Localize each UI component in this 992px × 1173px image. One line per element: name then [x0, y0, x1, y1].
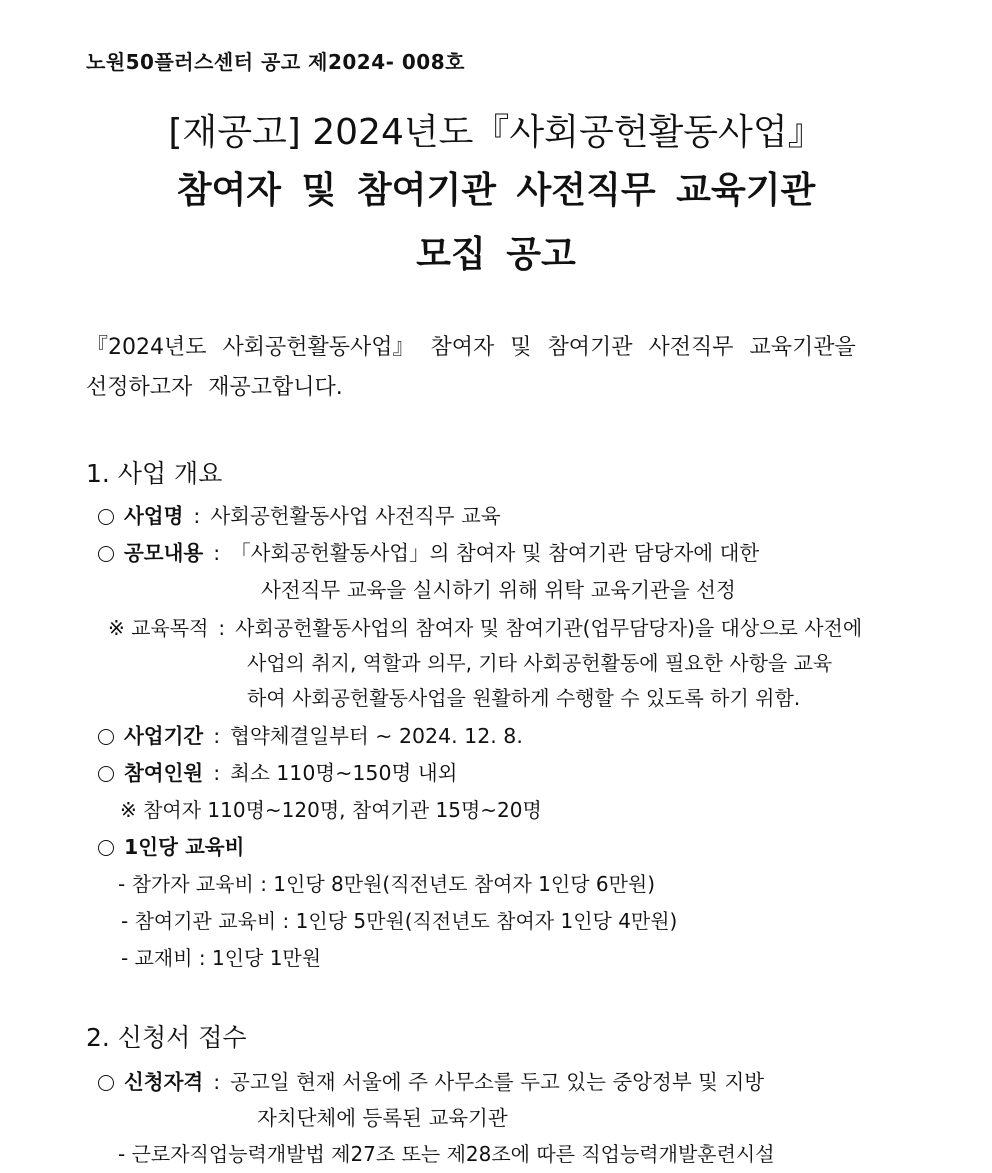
participants-row	[98, 756, 457, 786]
business-name-label: 사업명	[124, 504, 184, 528]
eligibility-line-2: 자치단체에 등록된 교육기관	[257, 1106, 508, 1130]
colon: :	[193, 504, 201, 528]
period-label: 사업기간	[124, 724, 204, 748]
section-2-heading: 2. 신청서 접수	[86, 1023, 247, 1052]
section-1-heading: 1. 사업 개요	[86, 459, 223, 488]
eligibility-label: 신청자격	[124, 1070, 204, 1094]
circle-bullet-icon	[98, 840, 114, 856]
period-row	[98, 719, 523, 749]
eligibility-sub-1: - 근로자직업능력개발법 제27조 또는 제28조에 따른 직업능력개발훈련시설	[118, 1142, 775, 1166]
contents-line-2: 사전직무 교육을 실시하기 위해 위탁 교육기관을 선정	[261, 578, 736, 602]
eligibility-line-1: 공고일 현재 서울에 주 사무소를 두고 있는 중앙정부 및 지방	[230, 1070, 765, 1094]
business-name-value: 사회공헌활동사업 사전직무 교육	[210, 504, 501, 528]
business-name-row	[98, 499, 501, 529]
intro-line-2: 선정하고자 재공고합니다.	[86, 375, 343, 400]
title-line-3: 모집 공고	[416, 234, 576, 275]
colon: :	[213, 541, 221, 565]
purpose-line-1: 사회공헌활동사업의 참여자 및 참여기관(업무담당자)을 대상으로 사전에	[235, 616, 863, 640]
circle-bullet-icon	[98, 1075, 114, 1091]
period-value: 협약체결일부터 ~ 2024. 12. 8.	[230, 724, 523, 748]
circle-bullet-icon	[98, 729, 114, 745]
colon: :	[213, 724, 221, 748]
fee-line-3: - 교재비 : 1인당 1만원	[121, 946, 322, 970]
eligibility-row	[98, 1065, 764, 1095]
circle-bullet-icon	[98, 766, 114, 782]
purpose-label: ※ 교육목적	[108, 616, 209, 640]
colon: :	[218, 616, 226, 640]
contents-line-1: 「사회공헌활동사업」의 참여자 및 참여기관 담당자에 대한	[230, 541, 760, 565]
fee-line-2: - 참여기관 교육비 : 1인당 5만원(직전년도 참여자 1인당 4만원)	[121, 909, 678, 933]
contents-row	[98, 536, 759, 566]
participants-value: 최소 110명~150명 내외	[230, 761, 458, 785]
participants-note: ※ 참여자 110명~120명, 참여기관 15명~20명	[120, 798, 542, 822]
purpose-line-2: 사업의 취지, 역할과 의무, 기타 사회공헌활동에 필요한 사항을 교육	[247, 651, 833, 675]
circle-bullet-icon	[98, 546, 114, 562]
fee-label: 1인당 교육비	[124, 835, 245, 859]
purpose-line-3: 하여 사회공헌활동사업을 원활하게 수행할 수 있도록 하기 위함.	[247, 686, 801, 710]
notice-number: 노원50플러스센터 공고 제2024- 008호	[86, 50, 465, 74]
title-line-1: [재공고] 2024년도『사회공헌활동사업』	[168, 112, 824, 153]
contents-label: 공모내용	[124, 541, 204, 565]
intro-line-1: 『2024년도 사회공헌활동사업』 참여자 및 참여기관 사전직무 교육기관을	[86, 335, 856, 360]
fee-line-1: - 참가자 교육비 : 1인당 8만원(직전년도 참여자 1인당 6만원)	[118, 872, 656, 896]
purpose-row	[108, 612, 862, 641]
title-line-2: 참여자 및 참여기관 사전직무 교육기관	[176, 170, 816, 211]
participants-label: 참여인원	[124, 761, 204, 785]
fee-row	[98, 830, 244, 860]
colon: :	[213, 1070, 221, 1094]
colon: :	[213, 761, 221, 785]
circle-bullet-icon	[98, 509, 114, 525]
